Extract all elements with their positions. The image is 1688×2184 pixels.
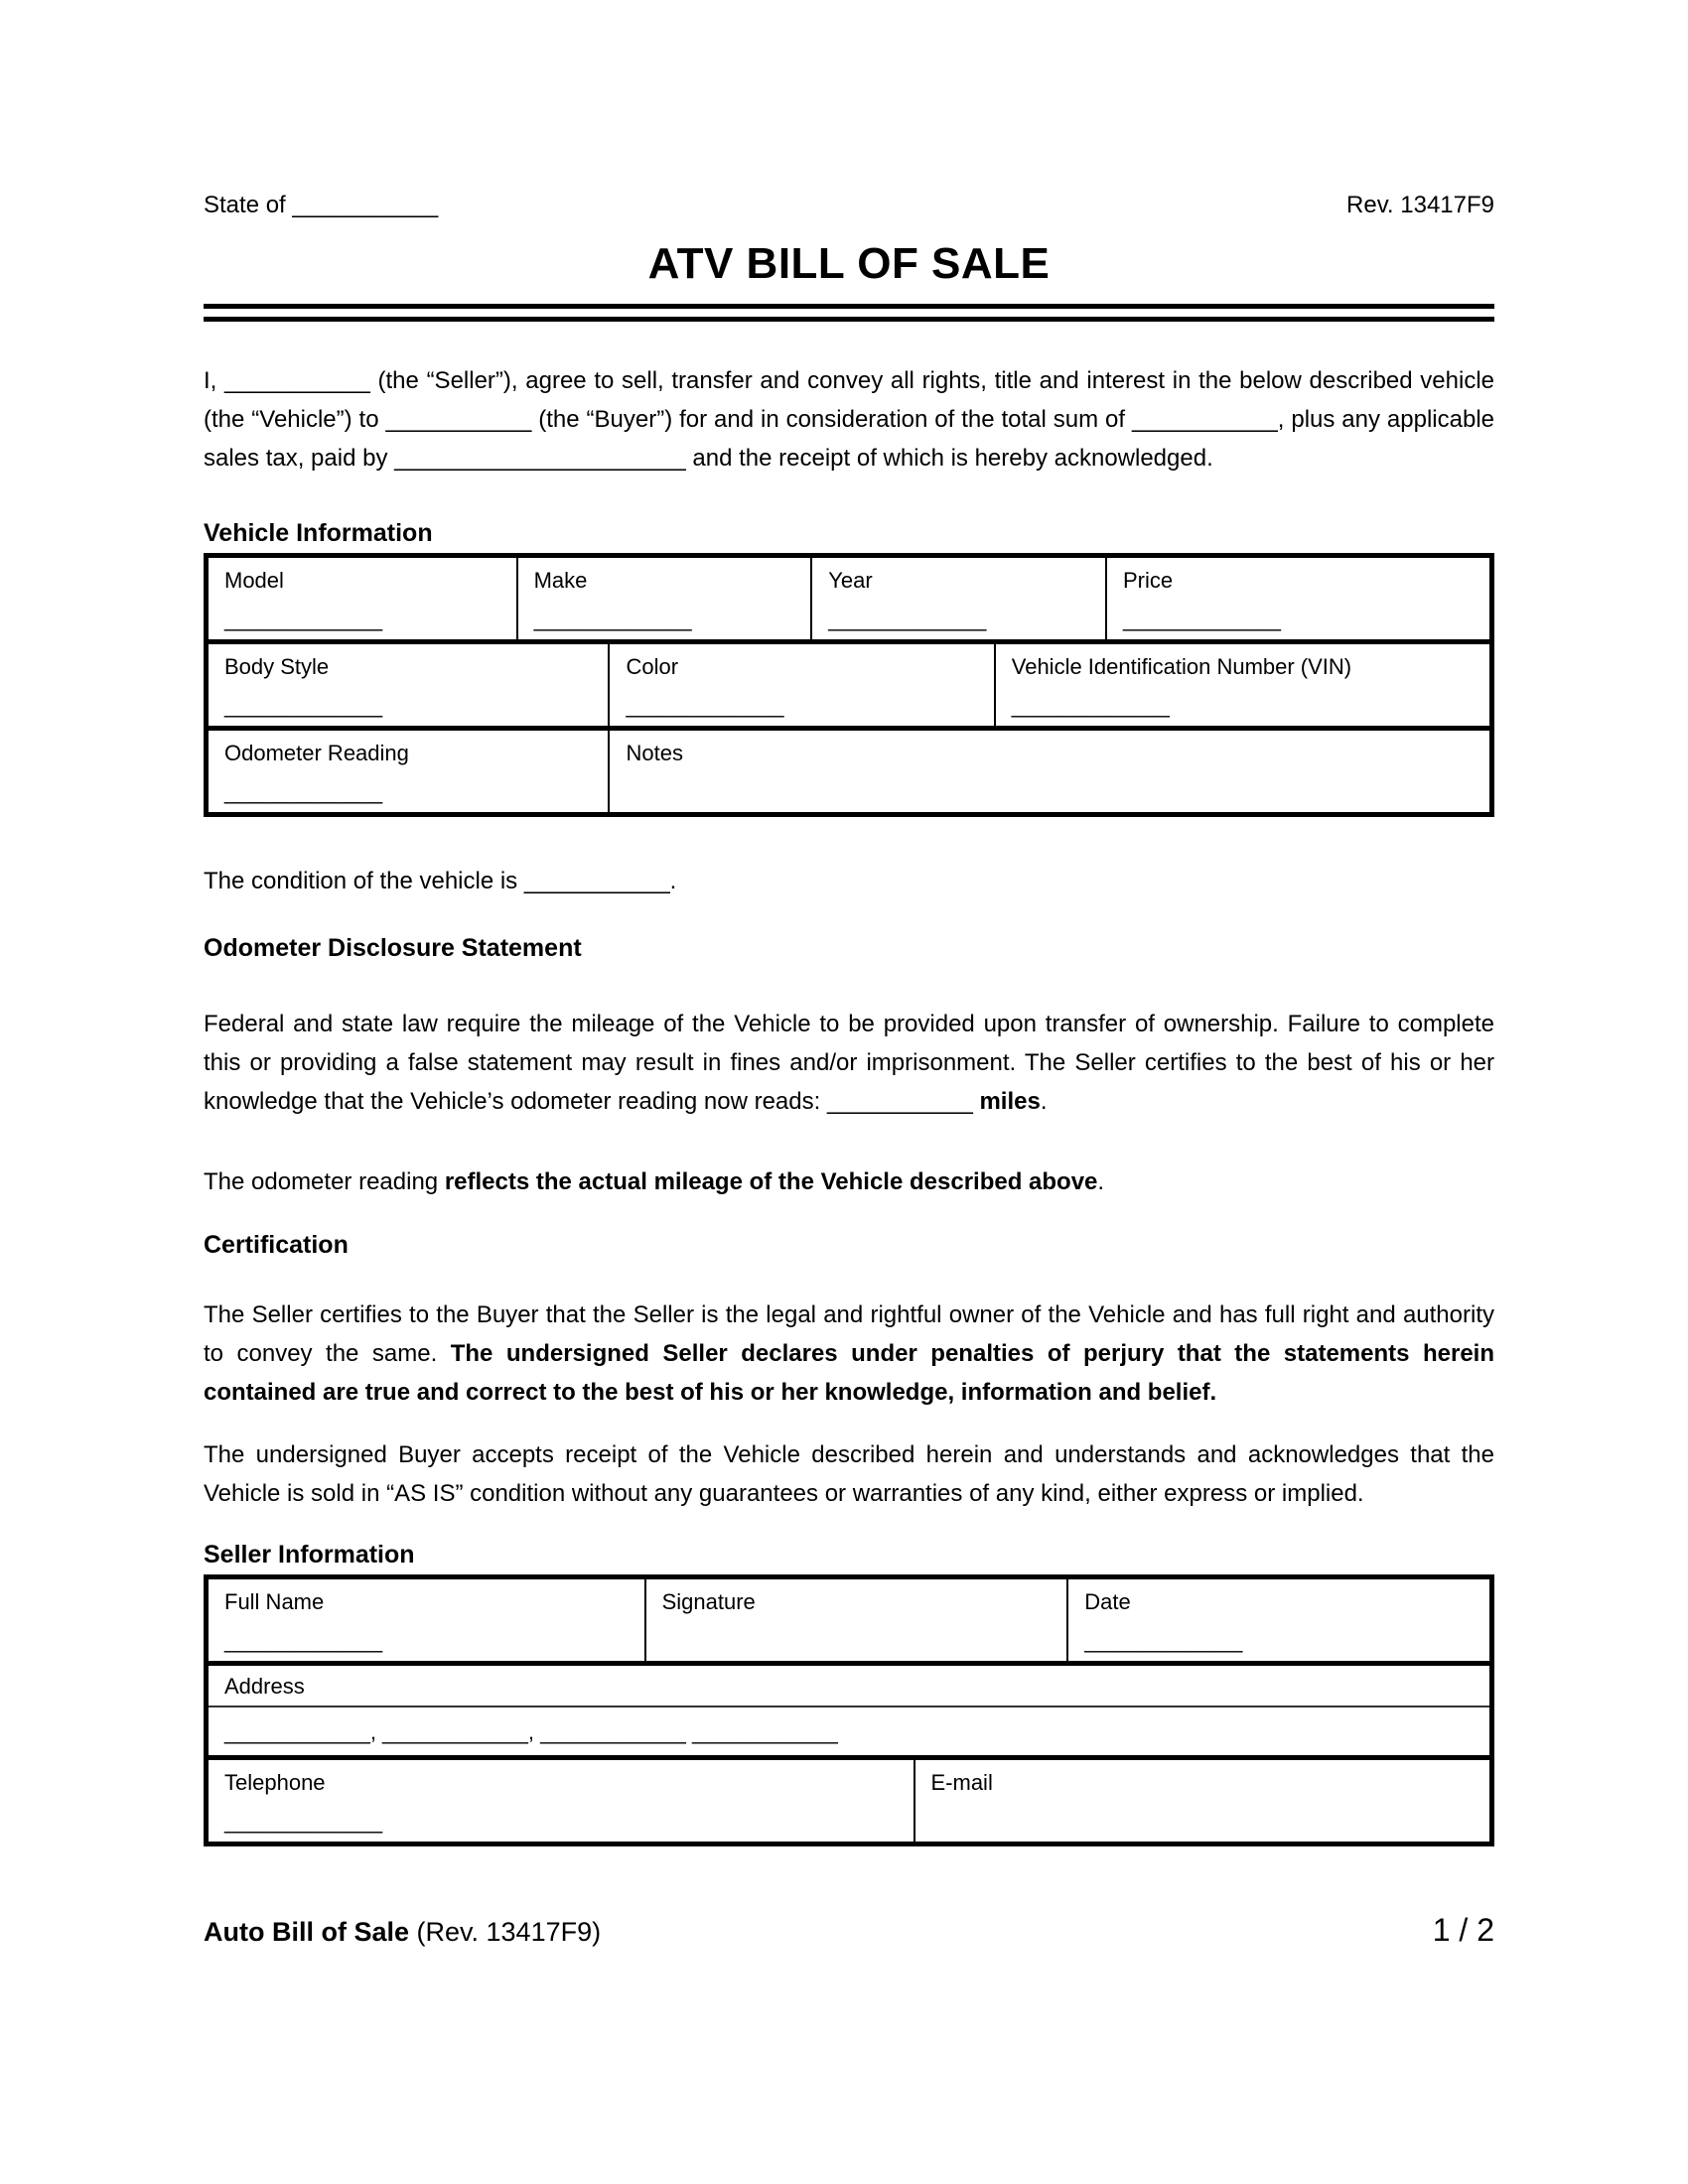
odometer-disclosure-paragraph [204,1005,1494,1121]
field-model: Model _____________ [209,558,516,639]
vehicle-table-row-2 [209,639,1489,726]
document-meta-row [204,191,1494,219]
certification-paragraph [204,1296,1494,1412]
blank-line: _____________ [828,606,987,631]
vehicle-table-row-3 [209,726,1489,812]
blank-line: _____________ [224,606,383,631]
footer-title-bold: Auto Bill of Sale [204,1916,410,1947]
address-label: Address [209,1666,1489,1707]
title-divider [204,304,1494,322]
field-address [209,1666,1489,1755]
field-notes: Notes [608,731,1489,812]
perjury-bold-text: The undersigned Seller declares under penalties of perjury that the statements herein contained are true and correct to the best of his or her knowledge, information and belief. [204,1339,1495,1406]
seller-information-heading: Seller Information [204,1540,415,1569]
seller-table-row-1 [209,1579,1489,1661]
blank-line: _____________ [224,1627,383,1653]
odometer-reading-period: . [1097,1167,1105,1195]
odometer-reading-line [204,1162,1494,1201]
blank-line: _____________ [533,606,692,631]
field-email: E-mail [914,1760,1490,1842]
odometer-paragraph-period: . [1040,1087,1048,1115]
page-number: 1 / 2 [1432,1911,1494,1948]
odometer-disclosure-heading: Odometer Disclosure Statement [204,933,582,962]
blank-line: _____________ [1084,1627,1243,1653]
field-odometer-reading: Odometer Reading _____________ [209,731,608,812]
certification-normal-text: The Seller certifies to the Buyer that the Seller is the legal and rightful owner of the Vehicle and has full right and authority to convey the same. [204,1300,1494,1367]
seller-information-table [204,1574,1494,1846]
vehicle-table-row-1 [209,558,1489,639]
certification-heading: Certification [204,1230,349,1259]
blank-line: _____________ [224,692,383,718]
intro-paragraph: I, ___________ (the “Seller”), agree to sell, transfer and convey all rights, title and interest in the below described vehicle (the “Vehicle”) to ___________ (the “Buyer”) for and in consideration of the total sum of ___________, plus any applicable sales tax, paid by ______________________ and the receipt of which is hereby acknowledged. [204,366,1494,472]
field-vin: Vehicle Identification Number (VIN) _____________ [994,644,1489,726]
blank-line: _____________ [224,778,383,804]
blank-line: _____________ [1122,606,1282,631]
field-date: Date _____________ [1066,1579,1489,1661]
state-of-line: State of ___________ [204,192,439,218]
footer-revision: (Rev. 13417F9) [409,1916,602,1947]
seller-table-row-3 [209,1755,1489,1842]
buyer-acceptance-paragraph: The undersigned Buyer accepts receipt of the Vehicle described herein and understands and acknowledges that the Vehicle is sold in “AS IS” condition without any guarantees or warranties of any kind, either express or implied. [204,1440,1494,1507]
field-signature: Signature [644,1579,1067,1661]
odometer-reading-text: The odometer reading [204,1167,445,1195]
footer-document-name [204,1917,601,1948]
field-price: Price _____________ [1105,558,1489,639]
field-telephone: Telephone _____________ [209,1760,914,1842]
blank-line: _____________ [224,1808,383,1834]
document-title: ATV BILL OF SALE [647,239,1051,288]
blank-line: _____________ [626,692,784,718]
vehicle-information-table [204,553,1494,817]
revision-label: Rev. 13417F9 [1346,192,1494,218]
actual-mileage-bold-text: reflects the actual mileage of the Vehicle described above [444,1167,1098,1195]
field-body-style: Body Style _____________ [209,644,608,726]
field-make: Make _____________ [516,558,811,639]
odometer-paragraph-text: Federal and state law require the mileage of the Vehicle to be provided upon transfer of ownership. Failure to complete this or providing a false statement may result in fines and/or imprisonment. The Seller certifies to the best of his or her knowledge that the Vehicle’s odometer reading now reads: ___________ [204,1010,1494,1115]
miles-bold-text: miles [979,1087,1041,1115]
field-color: Color _____________ [608,644,993,726]
page-footer [204,1912,1494,1949]
address-blank-line: ____________, ____________, ____________ ____________ [224,1718,838,1744]
blank-line: _____________ [1011,692,1170,718]
condition-line: The condition of the vehicle is ___________. [204,867,677,894]
field-year: Year _____________ [810,558,1105,639]
field-full-name: Full Name _____________ [209,1579,644,1661]
seller-table-address-row [209,1661,1489,1755]
vehicle-information-heading: Vehicle Information [204,518,433,547]
